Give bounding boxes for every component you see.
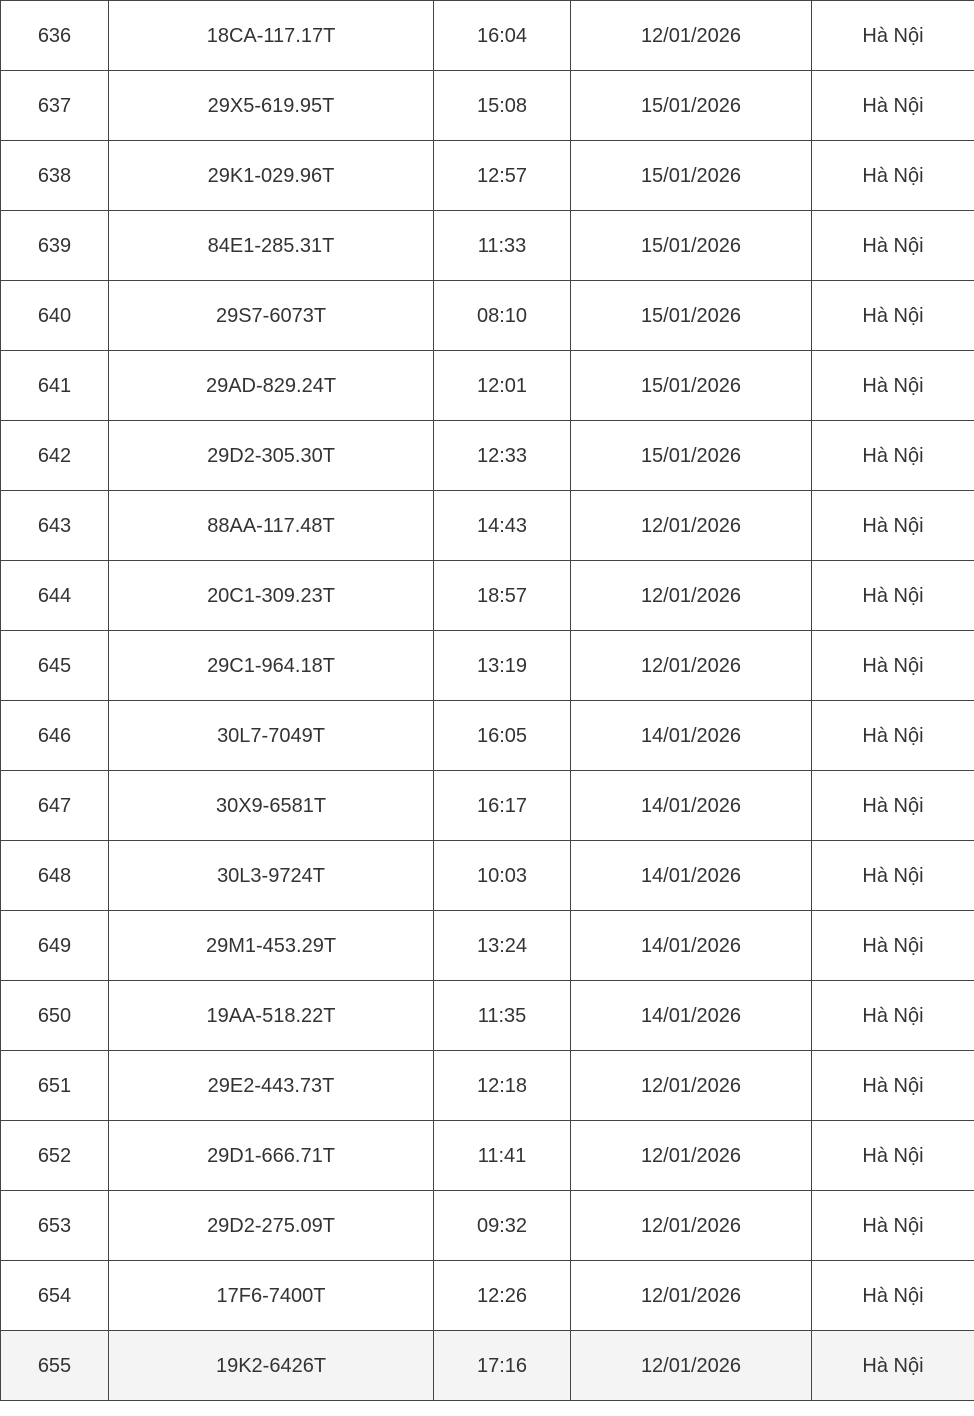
- table-row: [1, 351, 974, 421]
- cell-time: 10:03: [434, 841, 571, 911]
- cell-time: 09:32: [434, 1191, 571, 1261]
- cell-plate: 29S7-6073T: [109, 281, 434, 351]
- cell-stt: 648: [1, 841, 109, 911]
- cell-place: Hà Nội: [812, 71, 974, 141]
- cell-stt: 636: [1, 1, 109, 71]
- cell-place: Hà Nội: [812, 631, 974, 701]
- cell-plate: 29C1-964.18T: [109, 631, 434, 701]
- cell-stt: 646: [1, 701, 109, 771]
- table-row: [1, 281, 974, 351]
- cell-place: Hà Nội: [812, 421, 974, 491]
- cell-place: Hà Nội: [812, 1051, 974, 1121]
- cell-stt: 640: [1, 281, 109, 351]
- cell-stt: 652: [1, 1121, 109, 1191]
- cell-stt: 642: [1, 421, 109, 491]
- cell-plate: 29X5-619.95T: [109, 71, 434, 141]
- cell-place: Hà Nội: [812, 141, 974, 211]
- cell-stt: 649: [1, 911, 109, 981]
- cell-place: Hà Nội: [812, 981, 974, 1051]
- cell-stt: 645: [1, 631, 109, 701]
- cell-date: 12/01/2026: [571, 491, 812, 561]
- cell-date: 14/01/2026: [571, 701, 812, 771]
- cell-time: 12:57: [434, 141, 571, 211]
- cell-time: 14:43: [434, 491, 571, 561]
- cell-plate: 29M1-453.29T: [109, 911, 434, 981]
- table-row: [1, 631, 974, 701]
- cell-date: 15/01/2026: [571, 71, 812, 141]
- cell-stt: 650: [1, 981, 109, 1051]
- cell-plate: 29D2-305.30T: [109, 421, 434, 491]
- cell-date: 12/01/2026: [571, 1121, 812, 1191]
- cell-time: 17:16: [434, 1331, 571, 1401]
- cell-plate: 19AA-518.22T: [109, 981, 434, 1051]
- cell-date: 12/01/2026: [571, 1191, 812, 1261]
- cell-plate: 29D1-666.71T: [109, 1121, 434, 1191]
- cell-time: 12:26: [434, 1261, 571, 1331]
- cell-stt: 653: [1, 1191, 109, 1261]
- cell-plate: 20C1-309.23T: [109, 561, 434, 631]
- cell-plate: 19K2-6426T: [109, 1331, 434, 1401]
- cell-stt: 641: [1, 351, 109, 421]
- cell-plate: 29K1-029.96T: [109, 141, 434, 211]
- cell-place: Hà Nội: [812, 1121, 974, 1191]
- cell-place: Hà Nội: [812, 211, 974, 281]
- cell-time: 11:41: [434, 1121, 571, 1191]
- cell-date: 14/01/2026: [571, 981, 812, 1051]
- cell-stt: 637: [1, 71, 109, 141]
- cell-place: Hà Nội: [812, 351, 974, 421]
- cell-plate: 84E1-285.31T: [109, 211, 434, 281]
- cell-plate: 30L3-9724T: [109, 841, 434, 911]
- cell-date: 14/01/2026: [571, 911, 812, 981]
- cell-time: 12:01: [434, 351, 571, 421]
- cell-time: 11:33: [434, 211, 571, 281]
- cell-time: 16:05: [434, 701, 571, 771]
- cell-stt: 655: [1, 1331, 109, 1401]
- table-row: [1, 911, 974, 981]
- cell-time: 08:10: [434, 281, 571, 351]
- cell-stt: 647: [1, 771, 109, 841]
- cell-time: 12:18: [434, 1051, 571, 1121]
- cell-place: Hà Nội: [812, 1331, 974, 1401]
- cell-plate: 30L7-7049T: [109, 701, 434, 771]
- table-row: [1, 1121, 974, 1191]
- cell-date: 14/01/2026: [571, 841, 812, 911]
- cell-plate: 29AD-829.24T: [109, 351, 434, 421]
- cell-place: Hà Nội: [812, 281, 974, 351]
- cell-plate: 29D2-275.09T: [109, 1191, 434, 1261]
- table-row: [1, 771, 974, 841]
- cell-stt: 644: [1, 561, 109, 631]
- table-row: [1, 1, 974, 71]
- cell-stt: 651: [1, 1051, 109, 1121]
- table-row: [1, 71, 974, 141]
- table-row-highlighted: [1, 1331, 974, 1401]
- cell-date: 12/01/2026: [571, 1, 812, 71]
- cell-place: Hà Nội: [812, 1191, 974, 1261]
- table-row: [1, 141, 974, 211]
- cell-stt: 639: [1, 211, 109, 281]
- table-row: [1, 421, 974, 491]
- cell-date: 15/01/2026: [571, 211, 812, 281]
- cell-place: Hà Nội: [812, 561, 974, 631]
- cell-place: Hà Nội: [812, 771, 974, 841]
- cell-plate: 18CA-117.17T: [109, 1, 434, 71]
- cell-time: 13:19: [434, 631, 571, 701]
- cell-place: Hà Nội: [812, 911, 974, 981]
- cell-plate: 29E2-443.73T: [109, 1051, 434, 1121]
- cell-place: Hà Nội: [812, 1261, 974, 1331]
- cell-time: 11:35: [434, 981, 571, 1051]
- cell-date: 12/01/2026: [571, 1261, 812, 1331]
- cell-time: 18:57: [434, 561, 571, 631]
- cell-place: Hà Nội: [812, 841, 974, 911]
- cell-time: 13:24: [434, 911, 571, 981]
- table-row: [1, 211, 974, 281]
- table-row: [1, 561, 974, 631]
- table-row: [1, 841, 974, 911]
- cell-time: 16:17: [434, 771, 571, 841]
- table-body: [1, 1, 974, 1401]
- table-row: [1, 701, 974, 771]
- table-row: [1, 981, 974, 1051]
- cell-plate: 88AA-117.48T: [109, 491, 434, 561]
- cell-date: 15/01/2026: [571, 421, 812, 491]
- cell-stt: 638: [1, 141, 109, 211]
- cell-date: 12/01/2026: [571, 1331, 812, 1401]
- table-row: [1, 1051, 974, 1121]
- cell-place: Hà Nội: [812, 1, 974, 71]
- cell-date: 14/01/2026: [571, 771, 812, 841]
- cell-plate: 17F6-7400T: [109, 1261, 434, 1331]
- table-row: [1, 1261, 974, 1331]
- cell-date: 15/01/2026: [571, 351, 812, 421]
- cell-stt: 654: [1, 1261, 109, 1331]
- cell-place: Hà Nội: [812, 491, 974, 561]
- cell-date: 12/01/2026: [571, 631, 812, 701]
- cell-date: 15/01/2026: [571, 141, 812, 211]
- table-row: [1, 1191, 974, 1261]
- cell-time: 15:08: [434, 71, 571, 141]
- cell-date: 12/01/2026: [571, 1051, 812, 1121]
- cell-date: 12/01/2026: [571, 561, 812, 631]
- table-row: [1, 491, 974, 561]
- cell-plate: 30X9-6581T: [109, 771, 434, 841]
- cell-stt: 643: [1, 491, 109, 561]
- cell-place: Hà Nội: [812, 701, 974, 771]
- cell-date: 15/01/2026: [571, 281, 812, 351]
- cell-time: 12:33: [434, 421, 571, 491]
- cell-time: 16:04: [434, 1, 571, 71]
